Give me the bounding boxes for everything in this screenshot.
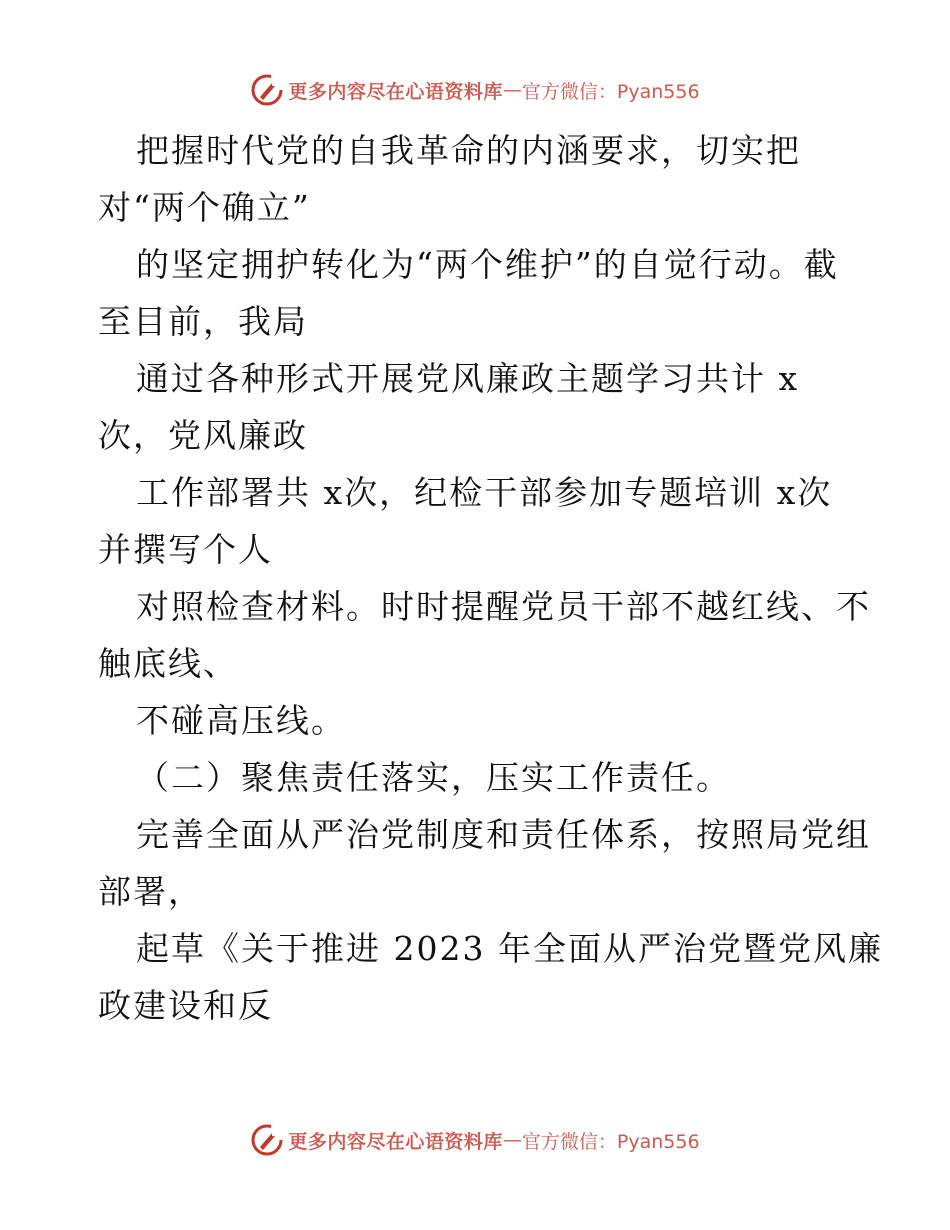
text-line: 部署，	[98, 872, 203, 911]
text-line: 触底线、	[98, 644, 238, 683]
watermark-text: 更多内容尽在心语资料库	[288, 80, 503, 103]
text-line: 对照检查材料。时时提醒党员干部不越红线、不	[136, 587, 871, 626]
text-line: 至目前，我局	[98, 302, 308, 341]
text-line: 把握时代党的自我革命的内涵要求，切实把	[136, 131, 801, 170]
text-line: 不碰高压线。	[136, 701, 346, 740]
footer-watermark	[0, 1120, 950, 1160]
text-line: 工作部署共 x次，纪检干部参加专题培训 x次	[136, 473, 833, 512]
text-line: 政建设和反	[98, 986, 273, 1025]
section-heading: （二）聚焦责任落实，压实工作责任。	[136, 758, 731, 797]
text-line: 完善全面从严治党制度和责任体系，按照局党组	[136, 815, 871, 854]
text-line: 通过各种形式开展党风廉政主题学习共计 x	[136, 359, 800, 398]
text-line: 的坚定拥护转化为“两个维护”的自觉行动。截	[136, 245, 839, 284]
watermark-separator: —	[502, 79, 522, 101]
text-line: 并撰写个人	[98, 530, 273, 569]
pen-nib-logo-icon	[250, 1123, 284, 1157]
watermark-wechat: 官方微信：Pyan556	[521, 1130, 700, 1153]
watermark-separator: —	[502, 1129, 522, 1151]
header-watermark	[0, 70, 950, 110]
pen-nib-logo-icon	[250, 73, 284, 107]
watermark-text: 更多内容尽在心语资料库	[288, 1130, 503, 1153]
text-line: 起草《关于推进 2023 年全面从严治党暨党风廉	[136, 929, 883, 968]
text-line: 对“两个确立”	[98, 188, 311, 227]
document-body	[98, 122, 883, 1034]
watermark-wechat: 官方微信：Pyan556	[521, 80, 700, 103]
text-line: 次，党风廉政	[98, 416, 308, 455]
